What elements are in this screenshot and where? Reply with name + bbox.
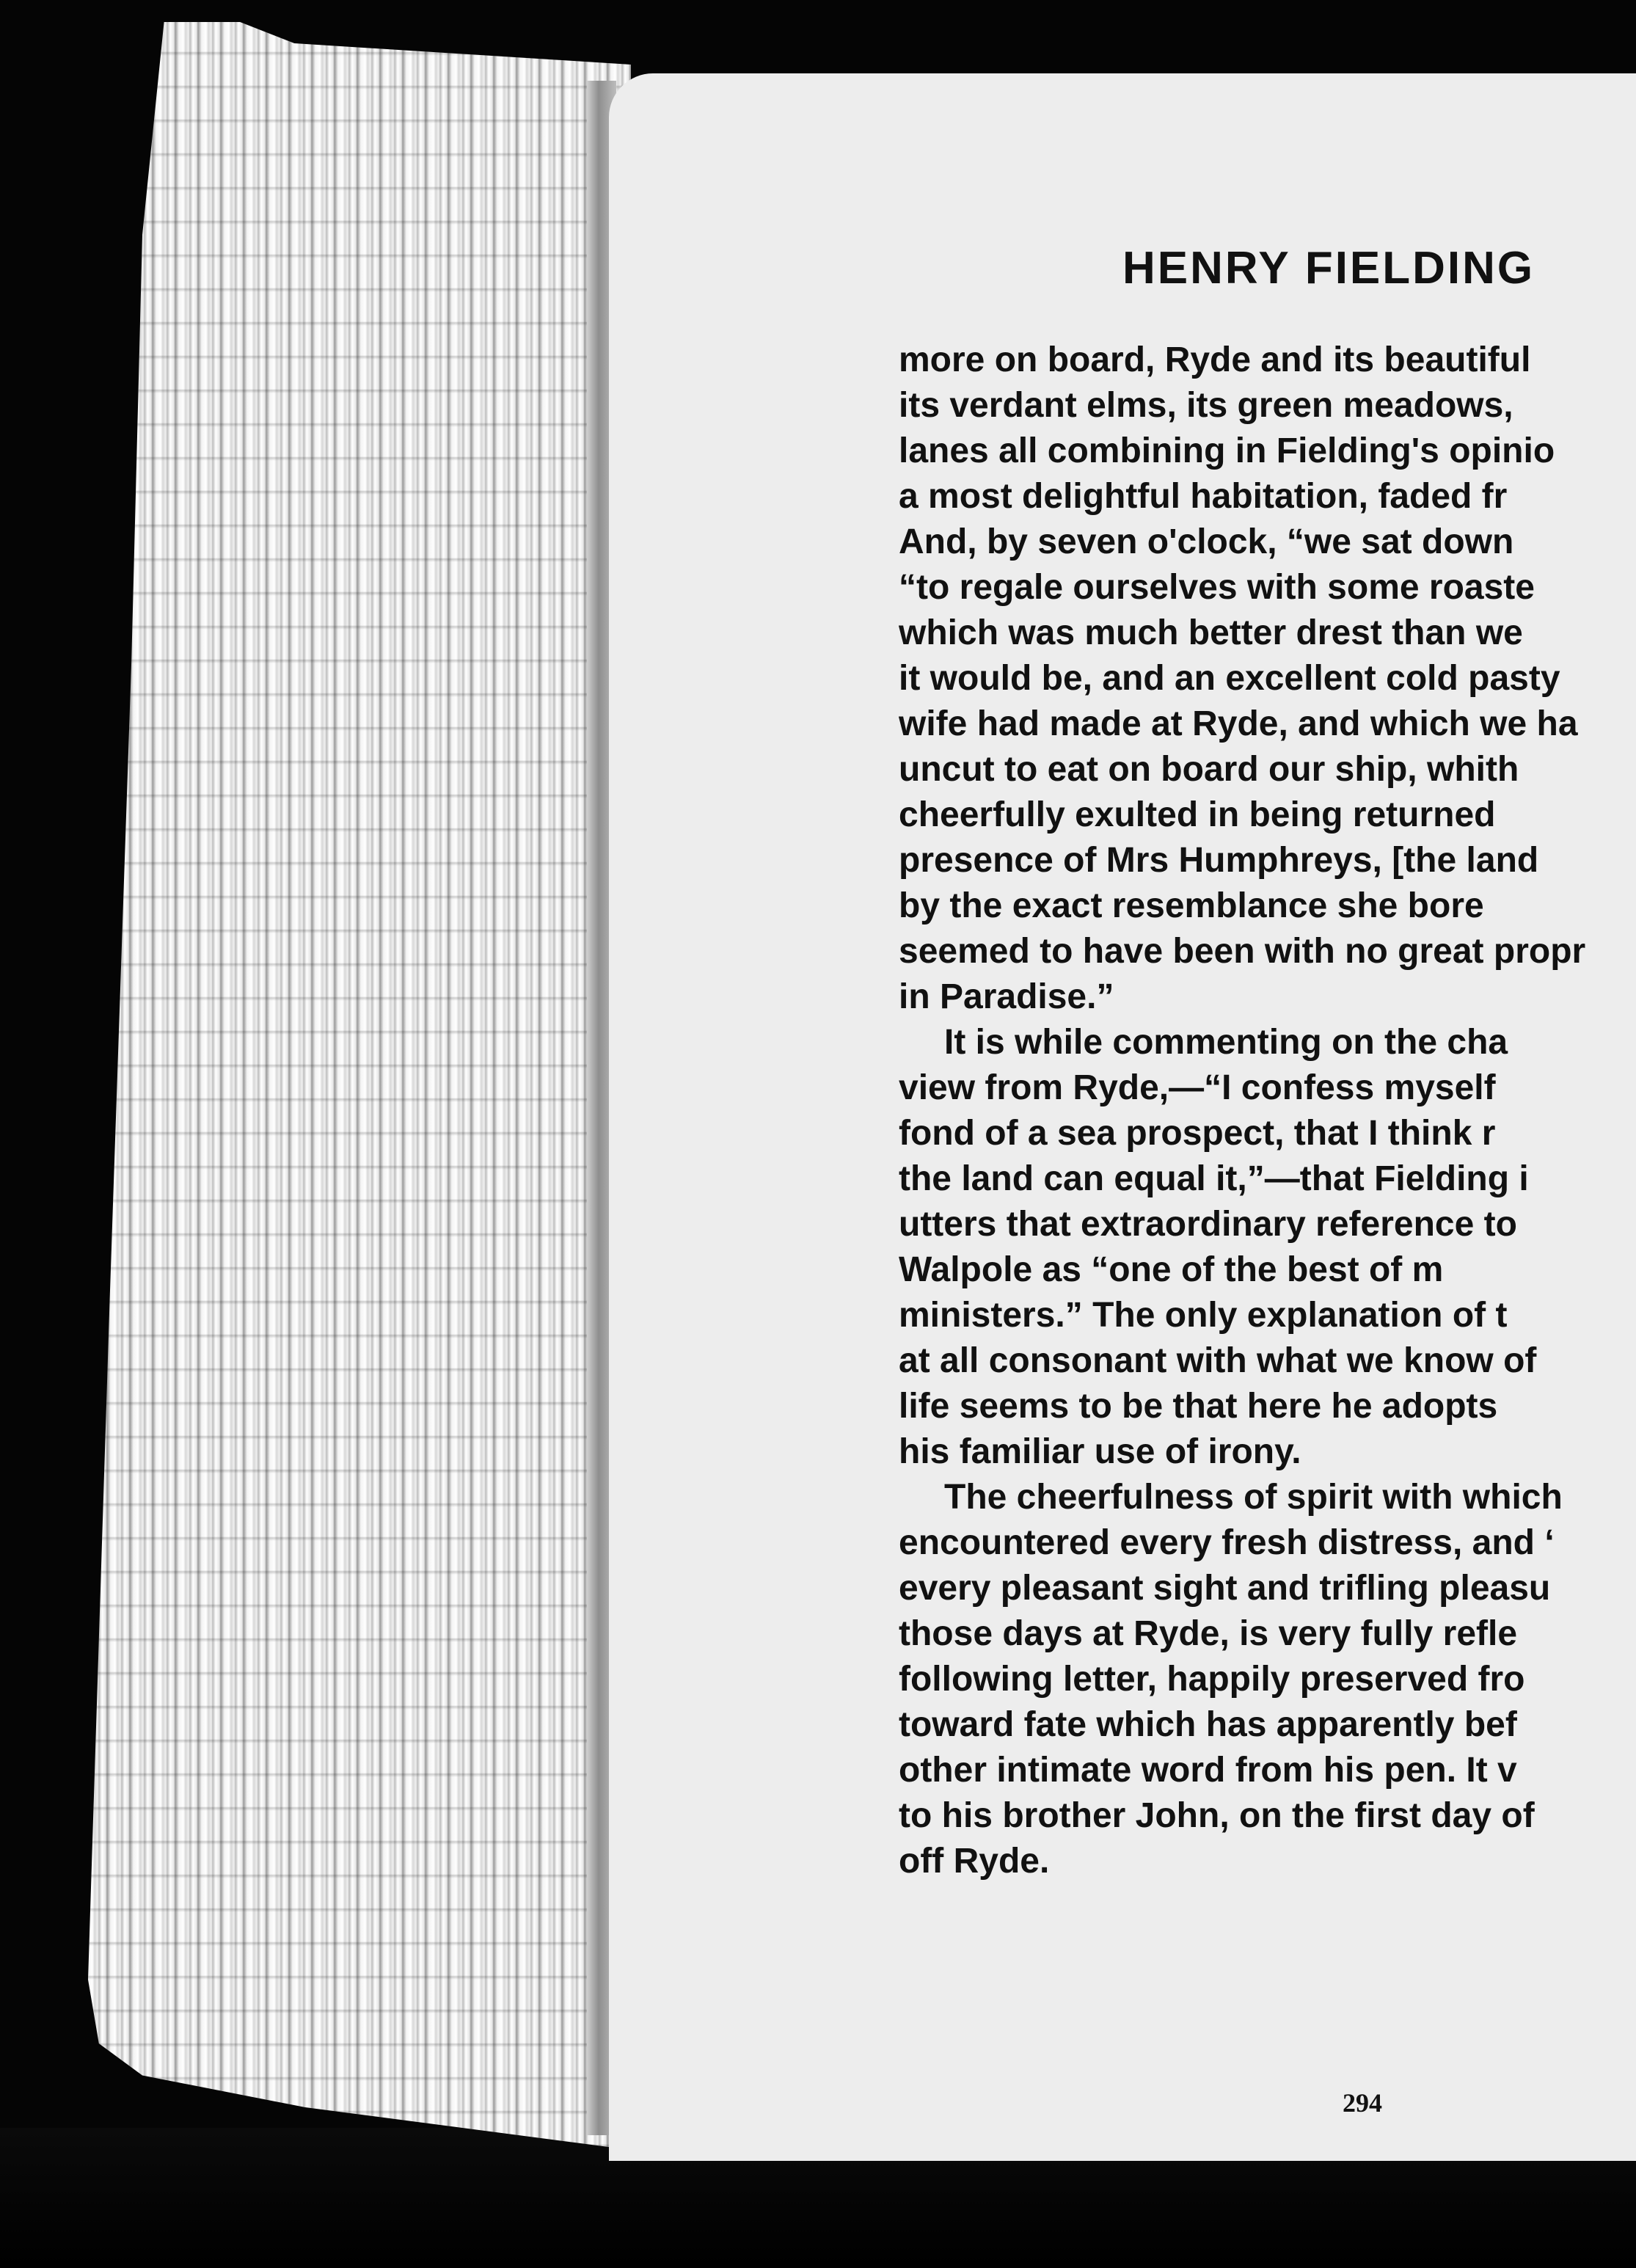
text-line: more on board, Ryde and its beautiful <box>899 340 1531 379</box>
text-line: And, by seven o'clock, “we sat down <box>899 522 1514 561</box>
text-line: view from Ryde,—“I confess myself <box>899 1068 1496 1107</box>
text-line: off Ryde. <box>899 1842 1050 1881</box>
text-line: ministers.” The only explanation of t <box>899 1296 1508 1335</box>
text-line: which was much better drest than we <box>899 613 1523 652</box>
text-line: fond of a sea prospect, that I think r <box>899 1114 1496 1153</box>
text-line: The cheerfulness of spirit with which <box>944 1478 1563 1517</box>
book-page <box>609 73 1636 2161</box>
text-line: wife had made at Ryde, and which we ha <box>899 704 1578 743</box>
text-line: Walpole as “one of the best of m <box>899 1250 1444 1289</box>
text-line: by the exact resemblance she bore <box>899 886 1484 925</box>
text-line: cheerfully exulted in being returned <box>899 795 1496 834</box>
text-line: in Paradise.” <box>899 977 1114 1016</box>
text-line: utters that extraordinary reference to <box>899 1205 1517 1244</box>
text-line: to his brother John, on the first day of <box>899 1796 1535 1835</box>
text-line: seemed to have been with no great propr <box>899 932 1586 971</box>
text-line: at all consonant with what we know of <box>899 1341 1537 1380</box>
running-head: HENRY FIELDING <box>1122 243 1535 293</box>
text-line: toward fate which has apparently bef <box>899 1705 1517 1744</box>
text-line: encountered every fresh distress, and ‘ <box>899 1523 1555 1562</box>
text-line: those days at Ryde, is very fully refle <box>899 1614 1518 1653</box>
text-line: following letter, happily preserved fro <box>899 1660 1525 1699</box>
text-line: It is while commenting on the cha <box>944 1023 1508 1062</box>
text-line: life seems to be that here he adopts <box>899 1387 1498 1426</box>
text-line: presence of Mrs Humphreys, [the land <box>899 841 1539 880</box>
page-edges <box>88 22 631 2150</box>
page-number: 294 <box>1343 2088 1382 2118</box>
text-line: the land can equal it,”—that Fielding i <box>899 1159 1529 1198</box>
page-body-text <box>899 338 1636 2069</box>
text-line: it would be, and an excellent cold pasty <box>899 659 1560 698</box>
text-line: “to regale ourselves with some roaste <box>899 568 1535 607</box>
text-line: his familiar use of irony. <box>899 1432 1301 1471</box>
text-line: lanes all combining in Fielding's opinio <box>899 431 1555 470</box>
text-line: uncut to eat on board our ship, whith <box>899 750 1519 789</box>
text-line: a most delightful habitation, faded fr <box>899 477 1508 516</box>
text-line: its verdant elms, its green meadows, <box>899 386 1513 425</box>
text-line: other intimate word from his pen. It v <box>899 1751 1517 1790</box>
text-line: every pleasant sight and trifling pleasu <box>899 1569 1551 1608</box>
